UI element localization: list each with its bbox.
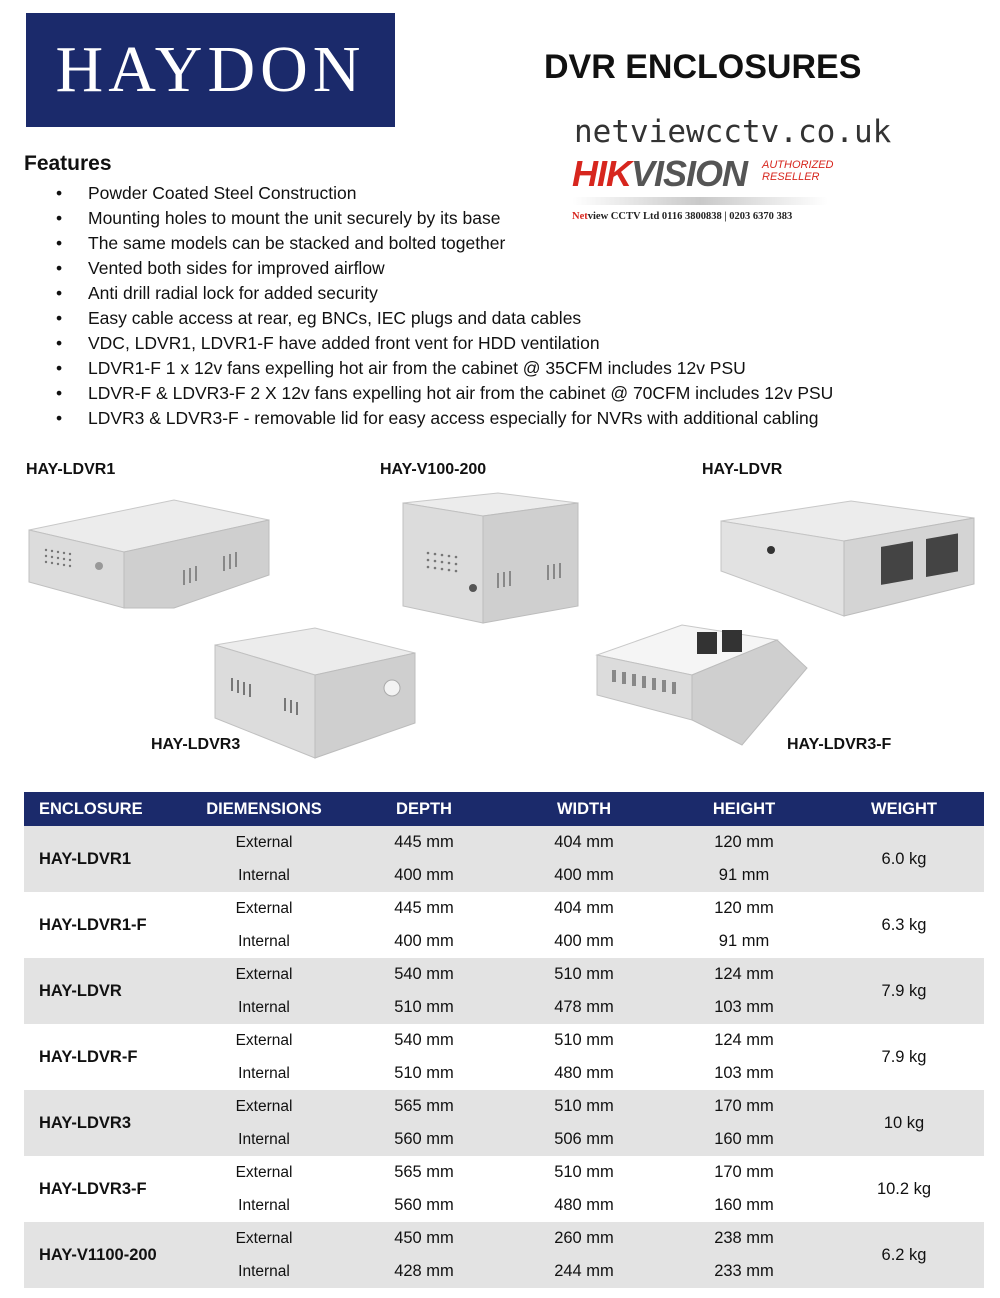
header-weight: WEIGHT [824, 792, 984, 826]
feature-item [56, 406, 833, 431]
product-image-ldvr3 [210, 623, 422, 761]
feature-item [56, 181, 833, 206]
width-cell: 506 mm [504, 1123, 664, 1156]
width-cell: 400 mm [554, 932, 614, 950]
table-header-row [24, 792, 984, 826]
height-cell: 233 mm [664, 1255, 824, 1288]
dimension-type: Internal [184, 1123, 344, 1156]
weight-cell: 6.2 kg [824, 1222, 984, 1288]
table-row [24, 1090, 984, 1123]
width-cell: 510 mm [504, 1090, 664, 1123]
header-width: WIDTH [504, 792, 664, 826]
feature-text: LDVR1-F 1 x 12v fans expelling hot air from the cabinet @ 35CFM includes 12v PSU [88, 358, 746, 378]
bullet-icon: • [56, 258, 63, 278]
enclosure-name: HAY-LDVR [24, 958, 184, 1024]
depth-cell: 400 mm [394, 932, 454, 950]
height-cell: 103 mm [664, 991, 824, 1024]
haydon-logo [26, 13, 395, 127]
dimension-type: Internal [238, 1196, 290, 1214]
feature-text: LDVR3 & LDVR3-F - removable lid for easy access especially for NVRs with additional cabling [88, 408, 819, 428]
width-cell: 404 mm [554, 899, 614, 917]
contact-rest: view CCTV Ltd 0116 3800838 | 0203 6370 383 [587, 211, 793, 222]
bullet-icon: • [56, 333, 63, 353]
product-label-ldvr1: HAY-LDVR1 [26, 461, 116, 478]
bullet-icon: • [56, 358, 63, 378]
specifications-table [24, 792, 984, 1288]
dimension-type: External [235, 1163, 293, 1181]
depth-cell: 428 mm [344, 1255, 504, 1288]
depth-cell: 450 mm [344, 1222, 504, 1255]
weight-cell: 6.0 kg [824, 826, 984, 892]
bullet-icon: • [56, 408, 63, 428]
weight-cell: 6.3 kg [881, 915, 927, 934]
height-cell: 120 mm [664, 826, 824, 859]
bullet-icon: • [56, 383, 63, 403]
bullet-icon: • [56, 308, 63, 328]
dimension-type: Internal [184, 859, 344, 892]
dimension-type: External [184, 958, 344, 991]
dimension-type: External [184, 826, 344, 859]
weight-cell: 10 kg [824, 1090, 984, 1156]
depth-cell: 445 mm [394, 899, 454, 917]
feature-text: VDC, LDVR1, LDVR1-F have added front vent for HDD ventilation [88, 333, 600, 353]
enclosure-name: HAY-LDVR-F [39, 1047, 138, 1066]
weight-cell: 10.2 kg [876, 1179, 932, 1198]
enclosure-name: HAY-LDVR1 [24, 826, 184, 892]
table-row [24, 1156, 984, 1189]
feature-item [56, 331, 833, 356]
feature-text: LDVR-F & LDVR3-F 2 X 12v fans expelling hot air from the cabinet @ 70CFM includes 12v PSU [88, 383, 834, 403]
feature-text: Powder Coated Steel Construction [88, 183, 357, 203]
feature-item [56, 206, 833, 231]
height-cell: 103 mm [714, 1064, 774, 1082]
feature-item [56, 256, 833, 281]
dimension-type: External [235, 899, 293, 917]
enclosure-name: HAY-V1100-200 [24, 1222, 184, 1288]
width-cell: 260 mm [504, 1222, 664, 1255]
height-cell: 120 mm [714, 899, 774, 917]
width-cell: 478 mm [504, 991, 664, 1024]
enclosure-name: HAY-LDVR3-F [39, 1179, 147, 1198]
height-cell: 170 mm [714, 1163, 774, 1181]
dimension-type: Internal [184, 1255, 344, 1288]
dimension-type: Internal [238, 1064, 290, 1082]
height-cell: 91 mm [718, 932, 770, 950]
bullet-icon: • [56, 208, 63, 228]
dimension-type: Internal [184, 991, 344, 1024]
height-cell: 124 mm [664, 958, 824, 991]
bullet-icon: • [56, 283, 63, 303]
width-cell: 510 mm [504, 958, 664, 991]
dimension-type: External [184, 1090, 344, 1123]
reseller-site: netviewcctv.co.uk [574, 114, 892, 150]
table-row [24, 826, 984, 859]
page-title: DVR ENCLOSURES [544, 48, 862, 86]
height-cell: 124 mm [714, 1031, 774, 1049]
width-cell: 510 mm [554, 1163, 614, 1181]
depth-cell: 540 mm [394, 1031, 454, 1049]
product-image-v100-200 [398, 488, 583, 628]
depth-cell: 560 mm [344, 1123, 504, 1156]
width-cell: 400 mm [504, 859, 664, 892]
height-cell: 160 mm [664, 1123, 824, 1156]
bullet-icon: • [56, 233, 63, 253]
feature-text: Mounting holes to mount the unit securely by its base [88, 208, 501, 228]
depth-cell: 400 mm [344, 859, 504, 892]
header-height: HEIGHT [664, 792, 824, 826]
product-image-ldvr1 [24, 490, 274, 615]
feature-item [56, 306, 833, 331]
product-label-v100: HAY-V100-200 [380, 461, 487, 478]
dimension-type: External [184, 1222, 344, 1255]
reseller-text: RESELLER [762, 171, 820, 183]
product-image-ldvr3-f [592, 610, 812, 755]
height-cell: 170 mm [664, 1090, 824, 1123]
height-cell: 238 mm [664, 1222, 824, 1255]
product-image-ldvr [716, 496, 978, 620]
table-row [24, 1024, 984, 1057]
depth-cell: 540 mm [344, 958, 504, 991]
width-cell: 404 mm [504, 826, 664, 859]
width-cell: 480 mm [554, 1064, 614, 1082]
depth-cell: 565 mm [344, 1090, 504, 1123]
width-cell: 244 mm [504, 1255, 664, 1288]
header-dimensions: DIEMENSIONS [184, 792, 344, 826]
depth-cell: 510 mm [394, 1064, 454, 1082]
contact-prefix: Net [572, 211, 588, 222]
feature-text: Vented both sides for improved airflow [88, 258, 385, 278]
enclosure-name: HAY-LDVR1-F [39, 915, 147, 934]
feature-item [56, 231, 833, 256]
width-cell: 480 mm [554, 1196, 614, 1214]
table-row [24, 892, 984, 925]
depth-cell: 560 mm [394, 1196, 454, 1214]
height-cell: 91 mm [664, 859, 824, 892]
hik-grey-text: VISION [631, 153, 748, 194]
authorized-reseller-label [762, 159, 834, 183]
depth-cell: 445 mm [344, 826, 504, 859]
feature-text: The same models can be stacked and bolted together [88, 233, 506, 253]
authorized-text: AUTHORIZED [762, 159, 834, 171]
weight-cell: 7.9 kg [824, 958, 984, 1024]
feature-item [56, 356, 833, 381]
feature-text: Anti drill radial lock for added security [88, 283, 378, 303]
weight-cell: 7.9 kg [881, 1047, 927, 1066]
depth-cell: 510 mm [344, 991, 504, 1024]
dimension-type: Internal [238, 932, 290, 950]
feature-item [56, 281, 833, 306]
height-cell: 160 mm [714, 1196, 774, 1214]
enclosure-name: HAY-LDVR3 [24, 1090, 184, 1156]
feature-text: Easy cable access at rear, eg BNCs, IEC plugs and data cables [88, 308, 582, 328]
product-label-ldvr3: HAY-LDVR3 [151, 736, 241, 753]
logo-text: HAYDON [55, 33, 366, 106]
depth-cell: 565 mm [394, 1163, 454, 1181]
table-row [24, 958, 984, 991]
table-row [24, 1222, 984, 1255]
product-label-ldvr: HAY-LDVR [702, 461, 783, 478]
width-cell: 510 mm [554, 1031, 614, 1049]
hik-red-text: HIK [572, 153, 631, 194]
feature-item [56, 381, 833, 406]
dimension-type: External [235, 1031, 293, 1049]
features-heading: Features [24, 152, 112, 175]
header-depth: DEPTH [344, 792, 504, 826]
product-label-ldvr3f: HAY-LDVR3-F [787, 736, 892, 753]
header-enclosure: ENCLOSURE [24, 792, 184, 826]
bullet-icon: • [56, 183, 63, 203]
features-list [56, 181, 833, 431]
